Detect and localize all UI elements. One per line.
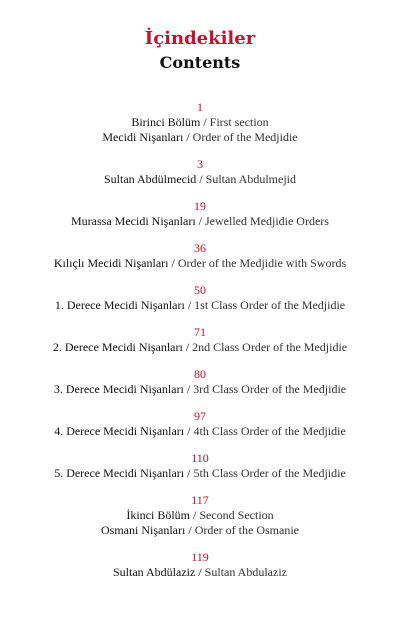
title-turkish-text: 4. Derece Mecidi Nişanları bbox=[54, 424, 185, 438]
header bbox=[0, 28, 400, 74]
toc-line bbox=[0, 523, 400, 538]
page-number: 117 bbox=[191, 493, 209, 507]
toc-line bbox=[0, 256, 400, 271]
toc-entry bbox=[0, 100, 400, 145]
toc-line bbox=[0, 214, 400, 229]
toc-line bbox=[0, 565, 400, 580]
title-turkish-text: 2. Derece Mecidi Nişanları bbox=[52, 340, 183, 354]
separator: / bbox=[198, 214, 202, 228]
toc-line bbox=[0, 382, 400, 397]
title-english-text: First section bbox=[209, 115, 269, 129]
title-english-text: Order of the Medjidie bbox=[192, 130, 298, 144]
page-number: 80 bbox=[194, 367, 206, 381]
separator: / bbox=[186, 382, 191, 396]
separator: / bbox=[185, 340, 190, 354]
title-english-text: 5th Class Order of the Medjidie bbox=[193, 466, 346, 480]
toc-entry bbox=[0, 550, 400, 580]
toc-line bbox=[0, 424, 400, 439]
title-english-text: Order of the Osmanie bbox=[194, 523, 299, 537]
separator: / bbox=[187, 298, 192, 312]
page-number: 1 bbox=[197, 100, 203, 114]
title-turkish-text: 5. Derece Mecidi Nişanları bbox=[54, 466, 185, 480]
separator: / bbox=[199, 172, 203, 186]
toc-entry bbox=[0, 241, 400, 271]
title-english-text: 4th Class Order of the Medjidie bbox=[193, 424, 346, 438]
toc-entry bbox=[0, 409, 400, 439]
separator: / bbox=[186, 130, 190, 144]
page-number: 97 bbox=[194, 409, 206, 423]
page-number: 71 bbox=[194, 325, 206, 339]
title-english-text: 2nd Class Order of the Medjidie bbox=[192, 340, 348, 354]
title-english: Contents bbox=[159, 53, 241, 72]
page-number: 19 bbox=[194, 199, 206, 213]
toc-line bbox=[0, 115, 400, 130]
toc-entry bbox=[0, 451, 400, 481]
toc-list bbox=[0, 100, 400, 592]
separator: / bbox=[188, 523, 192, 537]
title-turkish-text: Mecidi Nişanları bbox=[102, 130, 184, 144]
toc-line bbox=[0, 466, 400, 481]
title-english-text: 3rd Class Order of the Medjidie bbox=[193, 382, 347, 396]
toc-line bbox=[0, 172, 400, 187]
page-number: 110 bbox=[191, 451, 209, 465]
separator: / bbox=[187, 424, 191, 438]
title-english-text: Order of the Medjidie with Swords bbox=[177, 256, 347, 270]
title-turkish-text: 1. Derece Mecidi Nişanları bbox=[54, 298, 185, 312]
title-english-text: 1st Class Order of the Medjidie bbox=[194, 298, 346, 312]
separator: / bbox=[193, 508, 197, 522]
separator: / bbox=[198, 565, 202, 579]
toc-line bbox=[0, 298, 400, 313]
page-number: 50 bbox=[194, 283, 206, 297]
title-english-text: Sultan Abdulmejid bbox=[205, 172, 296, 186]
title-turkish-text: Sultan Abdülmecid bbox=[103, 172, 197, 186]
title-turkish-text: Sultan Abdülaziz bbox=[113, 565, 196, 579]
toc-entry bbox=[0, 493, 400, 538]
page-number: 3 bbox=[197, 157, 203, 171]
toc-entry bbox=[0, 199, 400, 229]
toc-entry bbox=[0, 283, 400, 313]
toc-entry bbox=[0, 157, 400, 187]
separator: / bbox=[187, 466, 191, 480]
toc-line bbox=[0, 130, 400, 145]
title-turkish: İçindekiler bbox=[144, 28, 256, 49]
title-english-text: Second Section bbox=[199, 508, 274, 522]
toc-line bbox=[0, 340, 400, 355]
toc-entry bbox=[0, 367, 400, 397]
title-turkish-text: Kılıçlı Mecidi Nişanları bbox=[53, 256, 169, 270]
title-turkish-text: İkinci Bölüm bbox=[126, 508, 190, 522]
title-turkish-text: Osmani Nişanları bbox=[101, 523, 186, 537]
page-number: 36 bbox=[194, 241, 206, 255]
toc-line bbox=[0, 508, 400, 523]
separator: / bbox=[203, 115, 207, 129]
separator: / bbox=[171, 256, 175, 270]
title-english-text: Sultan Abdulaziz bbox=[204, 565, 287, 579]
title-turkish-text: 3. Derece Mecidi Nişanları bbox=[53, 382, 184, 396]
toc-entry bbox=[0, 325, 400, 355]
title-english-text: Jewelled Medjidie Orders bbox=[205, 214, 329, 228]
page-number: 119 bbox=[191, 550, 209, 564]
title-turkish-text: Birinci Bölüm bbox=[131, 115, 201, 129]
title-turkish-text: Murassa Mecidi Nişanları bbox=[71, 214, 196, 228]
